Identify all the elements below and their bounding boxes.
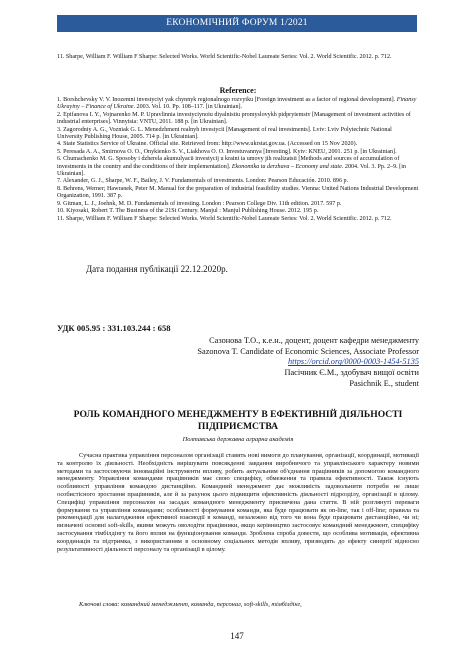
author-line-5: Pasichnik E., student <box>349 378 419 388</box>
publication-date: Дата подання публікації 22.12.2020р. <box>86 264 228 274</box>
reference-item <box>57 141 419 148</box>
reference-item <box>57 156 419 178</box>
top-reference: 11. Sharpe, William F. William F Sharpe: Selected Works. World Scientific-Nobel Laureate Series: Vol. 2. World Scientific. 2012. p. 712. <box>57 54 392 60</box>
reference-text: 11. Sharpe, William F. William F Sharpe: Selected Works. World Scientific-Nobel Laureate Series: Vol. 2. World Scientific. 2012. p. 712. <box>57 215 392 222</box>
abstract-text: Сучасна практика управління персоналом організації ставить нові вимоги до планування, організації, координації, мотивації та контролю їх діяльності. Необхідність вирішувати повсякденні завдання виробничого та управлінського характеру новими методами та застосовуючи інноваційні інструменти впливу, робить актуальним об'єднання працівників за допомогою командного менеджменту. Управління командами працівників має свою специфіку, обмеження та правила ефективності. Також існують особливості управління командою дистанційно. Командний менеджмент дає можливість задовольнити потреби не лише особистісного зростання працівників, але й за рахунок цього підвищити ефективність діяльності підрозділу, організації в цілому. Специфіці управління персоналом на засадах командного менеджменту присвячена дана стаття. В ній розглянуті переваги формування та управління командами; особливості формування команди, яка буде працювати як on-line, так і off-line; правила та рекомендації для налагодження ефективної взаємодії в команді, незалежно від того чи вона буде працювати дистанційно, чи ні; визначені основні soft-skills, якими можуть оволодіти працівники, якщо керівництво застосовує командний менеджмент, специфіку застосування тімбілдінгу та його вплив на функціонування команди. Зроблена спроба довести, що особлива мотивація, ефективна координація та підтримка, з використанням в основному соціальних методів впливу, призводять до ефекту синергії відносно результативності діяльності персоналу та організації в цілому. <box>57 452 419 553</box>
reference-text: 3. Zagorodniy A. G., Vozniak G. L. Menedzhment realnyh investycii [Management of real investments]. Lviv: Lviv Polytechnic National University Publishing House, 2005. 714 p. [in Ukrainian]. <box>57 126 392 140</box>
journal-header-bar <box>57 15 417 32</box>
reference-item <box>57 178 419 185</box>
author-block <box>119 336 419 390</box>
reference-text: 6. Chumachenko M. G. Sposoby i dzherela akumulyacii investycij u kraini ta umovy jih realizatsii [Methods and sources of accumulation of investments in the country and the conditions of their implementation]. <box>57 156 400 170</box>
reference-text-tail: . 2004. Vol. 3. Pp. 2–9. [in Ukrainian]. <box>57 163 406 177</box>
author-line-4: Пасічник Є.М., здобувач вищої освіти <box>284 368 419 378</box>
reference-source: Finansy Ukrayiny – Finance of Ukraine <box>57 97 417 111</box>
reference-item <box>57 186 419 201</box>
author-line-2: Sazonova T. Candidate of Economic Sciences, Associate Professor <box>197 346 419 356</box>
reference-item <box>57 127 419 142</box>
keywords-line <box>57 601 419 609</box>
reference-item <box>57 208 419 215</box>
reference-item <box>57 216 419 223</box>
reference-source: Ekonomika ta derzhava – Economy and state <box>231 163 342 170</box>
reference-text: 8. Behrens, Werner; Hawranek, Peter M. Manual for the preparation of industrial feasibility studies. Vienna: United Nations Industrial Development Organization, 1991. 387 p. <box>57 185 419 200</box>
author-line-1: Сазонова Т.О., к.е.н., доцент, доцент кафедри менеджменту <box>209 336 419 345</box>
reference-text: 2. Epifanova I. Y., Vojnarenko M. P. Upravlinnia investyciynoiu diyalnistiu promyslovykh pidpryiemstv [Management of investment activities of industrial enterprises]. Vinnytsia: VNTU, 2011. 188 p. [in Ukrainian]. <box>57 111 411 126</box>
reference-text: 5. Peresada A. A., Smirnova O. O., Onykienko S. V., Liakhova O. O. Investuvannya [Investing]. Kyiv: KNEU, 2001. 251 p. [in Ukrainian]. <box>57 148 397 155</box>
reference-text: 1. Borshchevsky V. V. Inozemni investyciyi yak chynnyk regionalnogo rozvytku [Foreign investment as a factor of regional development]. <box>57 97 397 103</box>
reference-item <box>57 97 419 112</box>
udc-code: УДК 005.95 : 331.103.244 : 658 <box>57 323 171 333</box>
reference-text: 9. Gitman, L. J., Joehnk, M. D. Fundamentals of investing. London : Pearson College Div. 11th edition. 2017. 597 p. <box>57 200 342 207</box>
reference-item <box>57 201 419 208</box>
reference-list <box>57 97 419 223</box>
reference-item <box>57 112 419 127</box>
reference-text-tail: . 2003. Vol. 10. Pp. 108–117. [in Ukrainian]. <box>133 104 243 111</box>
reference-text: 4. State Statistics Service of Ukraine. Official site. Retrieved from: http://www.ukrstat.gov.ua. (Accessed on 15 Nov 2020). <box>57 141 358 148</box>
page-number: 147 <box>230 631 244 641</box>
journal-header-title: ЕКОНОМІЧНИЙ ФОРУМ 1/2021 <box>166 18 308 28</box>
references-heading: Reference: <box>219 86 257 95</box>
reference-text: 10. Kiyosaki, Robert T. The Business of the 21St Century. Manjul : Manjul Publishing House. 2012. 195 p. <box>57 208 319 215</box>
keywords-text: командний менеджмент, команда, персонал, soft-skills, тімбілдінг, <box>121 601 302 608</box>
article-title: РОЛЬ КОМАНДНОГО МЕНЕДЖМЕНТУ В ЕФЕКТИВНІЙ ДІЯЛЬНОСТІ ПІДПРИЄМСТВА <box>73 409 403 432</box>
reference-text: 7. Alexander, G. J., Sharpe, W. F., Bailey, J. V. Fundamentals of investments. London: Pearson Educación. 2010. 896 p. <box>57 178 349 185</box>
orcid-link[interactable]: https://orcid.org/0000-0003-1454-5135 <box>288 357 419 367</box>
keywords-label: Ключові слова: <box>79 601 120 608</box>
affiliation: Полтавська державна аграрна академія <box>182 436 294 443</box>
